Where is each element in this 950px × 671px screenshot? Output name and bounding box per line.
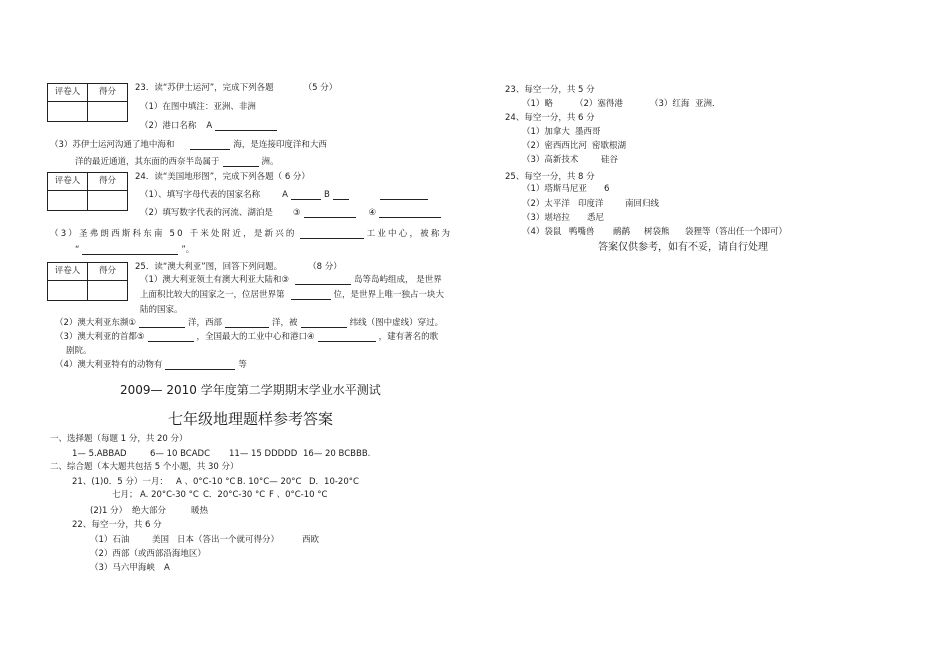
- q25-answer-4c: 鸸鹋: [613, 227, 631, 237]
- q24-answer-1b: 墨西哥: [575, 127, 601, 137]
- score-table-q24: [47, 172, 128, 211]
- q22-part2: （2）西部（或西部沿海地区）: [90, 549, 206, 559]
- q23-part3-text-c: 洋的最近通道，其东面的西奈半岛属于: [75, 157, 220, 167]
- answer-blank: [318, 332, 376, 342]
- answer-blank: [82, 245, 178, 255]
- q25-points: （8 分）: [308, 262, 342, 272]
- q25-answer-1a: （1）塔斯马尼亚: [522, 184, 587, 194]
- answer-blank: [165, 360, 235, 370]
- answer-blank: [190, 140, 230, 150]
- q25-part4-text-a: （4）澳大利亚特有的动物有: [55, 360, 163, 370]
- answer-blank: [148, 332, 194, 342]
- answer-blank: [380, 190, 428, 200]
- disclaimer: 答案仅供参考，如有不妥，请自行处理: [598, 242, 768, 253]
- q23-points: （5 分）: [303, 83, 338, 93]
- answer-blank: [291, 290, 331, 300]
- mc-answers-6-10: 6— 10 BCADC: [150, 449, 211, 459]
- q22-part1-answer-3: 西欧: [302, 535, 320, 545]
- q24-part2-text: （2）填写数字代表的河流、湖泊是: [140, 208, 273, 218]
- answer-blank: [139, 318, 185, 328]
- q25-part4: [55, 360, 247, 371]
- q25-part3-text-c: ，建有著名的歌: [378, 332, 439, 342]
- q25-title-line: [135, 262, 342, 273]
- q24-part3-line2: [75, 245, 194, 256]
- q24-part2: [140, 208, 444, 219]
- q25-answer-3a: （3）堪培拉: [522, 213, 570, 223]
- score-table-q23: [47, 83, 128, 122]
- score-cell: [88, 102, 127, 121]
- score-header: 得分: [88, 263, 127, 281]
- answer-blank: [379, 208, 441, 218]
- q25-part1-text-d: 位，是世界上唯一独占一块大: [333, 290, 445, 300]
- q23-part3-line2: [75, 157, 279, 168]
- answer-blank: [295, 275, 351, 285]
- q25-part3-text-b: ，全国最大的工业中心和港口④: [196, 332, 315, 342]
- q24-title-line: [135, 172, 310, 183]
- score-header: 得分: [88, 84, 127, 102]
- q25-part1-text-b: 岛等岛屿组成， 是世界: [354, 275, 442, 285]
- q24-label-4: ④: [368, 208, 377, 218]
- q22-part1-answer-2: 日本（答出一个就可得分）: [177, 535, 280, 545]
- q25-part4-text-b: 等: [238, 360, 247, 370]
- score-cell: [88, 191, 127, 210]
- q24-title: 24．读“美国地形图”，完成下列各题（ 6 分）: [135, 172, 310, 182]
- q24-quote-close: ”。: [181, 245, 195, 255]
- q25-answer-2c: 南回归线: [625, 199, 660, 209]
- q23-part3-line1: [50, 140, 327, 151]
- q24-part1: [140, 190, 431, 201]
- q21-jul-c: C．20°C-30 °C: [203, 490, 266, 500]
- q25-answer-4b: 鸭嘴兽: [569, 227, 595, 237]
- q25-part1-text-a: （1）澳大利亚领土有澳大利亚大陆和③: [140, 275, 290, 285]
- q25-part1-text-c: 上面积比较大的国家之一，位居世界第: [140, 290, 285, 300]
- q24-answer-1a: （1）加拿大: [522, 127, 570, 137]
- q24-part3-line1: [50, 229, 452, 240]
- q25-title: 25．读“澳大利亚”图，回答下列问题。: [135, 262, 283, 272]
- grader-cell: [48, 281, 88, 300]
- grader-cell: [48, 102, 88, 121]
- score-table-q25: [47, 262, 128, 301]
- answer-key-title: 七年级地理题样参考答案: [168, 410, 334, 428]
- q25-answer-2b: 印度洋: [578, 199, 604, 209]
- section2-heading: 二、综合题（本大题共包括 5 个小题，共 30 分）: [50, 462, 239, 472]
- q23-part2: [140, 121, 280, 132]
- q25-answer-2a: （2）太平洋: [522, 199, 570, 209]
- q21-jan-d: D．10-20°C: [309, 477, 359, 487]
- grader-header: 评卷人: [48, 263, 88, 281]
- q25-answer-1b: 6: [604, 184, 610, 194]
- q23-answer-4: 亚洲．: [695, 99, 721, 109]
- q25-answer-4e: 袋狸等（答出任一个即可）: [685, 227, 788, 237]
- q24-label-a: A: [282, 190, 288, 200]
- answer-blank: [215, 121, 277, 131]
- q24-label-b: B: [324, 190, 330, 200]
- section1-heading: 一、选择题（每题 1 分，共 20 分）: [50, 434, 188, 444]
- q21-part2-label: (2)1 分）: [90, 506, 128, 516]
- q23-part3-text-d: 洲。: [261, 157, 279, 167]
- q25-part3-line2: [66, 346, 92, 357]
- q24-answer-2a: （2）密西西比河: [522, 141, 587, 151]
- q21-jan-a: A 、0°C-10 °C: [176, 477, 236, 487]
- q23-answer-heading: 23、每空一分，共 5 分: [505, 85, 595, 95]
- q25-part1-line1: [140, 275, 442, 286]
- q23-part2-label: A: [206, 121, 213, 131]
- q24-part3-text-b: 工业中心，被称为: [366, 229, 453, 239]
- q21-jan-label: 21、(1)0．5 分）一月：: [72, 477, 168, 487]
- q25-part3-text-a: （3）澳大利亚的首都⑤: [55, 332, 145, 342]
- q23-part1: [140, 102, 256, 113]
- q25-part1-line2: [140, 290, 444, 301]
- grader-header: 评卷人: [48, 173, 88, 191]
- q25-part3: [55, 332, 438, 343]
- q25-part3-text-d: 剧院。: [66, 346, 92, 356]
- q25-part2-text-d: 纬线（图中虚线）穿过。: [349, 318, 444, 328]
- grader-cell: [48, 191, 88, 210]
- q25-part2-text-b: 洋，西部: [188, 318, 223, 328]
- q24-label-3: ③: [292, 208, 301, 218]
- q23-part3-text-b: 海，是连接印度洋和大西: [233, 140, 327, 150]
- answer-blank: [333, 190, 349, 200]
- q23-title-line: [135, 83, 337, 94]
- q24-part1-text: （1）、填写字母代表的国家名称: [140, 190, 261, 200]
- exam-title: 2009— 2010 学年度第二学期期末学业水平测试: [120, 383, 381, 397]
- answer-blank: [301, 318, 347, 328]
- q21-part2-answer-2: 暖热: [191, 506, 209, 516]
- q24-part3-text-a: （3）圣弗朗西斯科东南 50 千米处附近，是新兴的: [50, 229, 297, 239]
- q23-title: 23．读“苏伊士运河”，完成下列各题: [135, 83, 274, 93]
- q24-answer-2b: 密歇根湖: [592, 141, 627, 151]
- answer-blank: [300, 229, 364, 239]
- q25-answer-4d: 树袋熊: [644, 227, 670, 237]
- q25-part2-text-a: （2）澳大利亚东濒①: [55, 318, 137, 328]
- grader-header: 评卷人: [48, 84, 88, 102]
- q21-part2-answer-1: 绝大部分: [132, 506, 167, 516]
- answer-blank: [225, 318, 269, 328]
- q25-part2-text-c: 洋，被: [272, 318, 298, 328]
- q21-jul-a: A. 20°C-30 °C: [140, 490, 199, 500]
- q22-part3-label: （3）马六甲海峡: [90, 563, 155, 573]
- q24-quote-open: “: [75, 245, 80, 255]
- q22-part3-answer: A: [164, 563, 170, 573]
- q23-answer-3: （3）红海: [650, 99, 690, 109]
- q24-answer-heading: 24、每空一分，共 6 分: [505, 113, 595, 123]
- q23-answer-2: （2）塞得港: [575, 99, 623, 109]
- answer-blank: [304, 208, 356, 218]
- q21-jul-label: 七月；: [112, 490, 138, 500]
- q25-part2: [55, 318, 443, 329]
- score-header: 得分: [88, 173, 127, 191]
- q22-heading: 22、每空一分，共 6 分: [72, 520, 162, 530]
- q23-part3-text-a: （3）苏伊士运河沟通了地中海和: [50, 140, 175, 150]
- answer-blank: [223, 157, 259, 167]
- mc-answers-11-15: 11— 15 DDDDD: [229, 449, 298, 459]
- mc-answers-16-20: 16— 20 BCBBB.: [303, 449, 371, 459]
- q21-jan-b: B. 10°C— 20°C: [237, 477, 302, 487]
- q25-answer-4a: （4）袋鼠: [522, 227, 562, 237]
- q22-part1-label: （1）石油: [90, 535, 130, 545]
- answer-blank: [291, 190, 321, 200]
- q23-answer-1: （1）略: [522, 99, 553, 109]
- q24-answer-3b: 硅谷: [601, 155, 619, 165]
- q23-part1-text: （1）在图中填注：亚洲、非洲: [140, 102, 256, 112]
- q25-part1-line3: [140, 305, 183, 316]
- q25-answer-3b: 悉尼: [587, 213, 605, 223]
- q23-part2-text: （2）港口名称: [140, 121, 197, 131]
- mc-answers-1-5: 1— 5.ABBAD: [72, 449, 127, 459]
- score-cell: [88, 281, 127, 300]
- q25-part1-text-e: 陆的国家。: [140, 305, 183, 315]
- q25-answer-heading: 25、每空一分，共 8 分: [505, 172, 595, 182]
- q22-part1-answer-1: 美国: [152, 535, 170, 545]
- q21-jul-f: F 、0°C-10 °C: [269, 490, 328, 500]
- q24-answer-3a: （3）高新技术: [522, 155, 579, 165]
